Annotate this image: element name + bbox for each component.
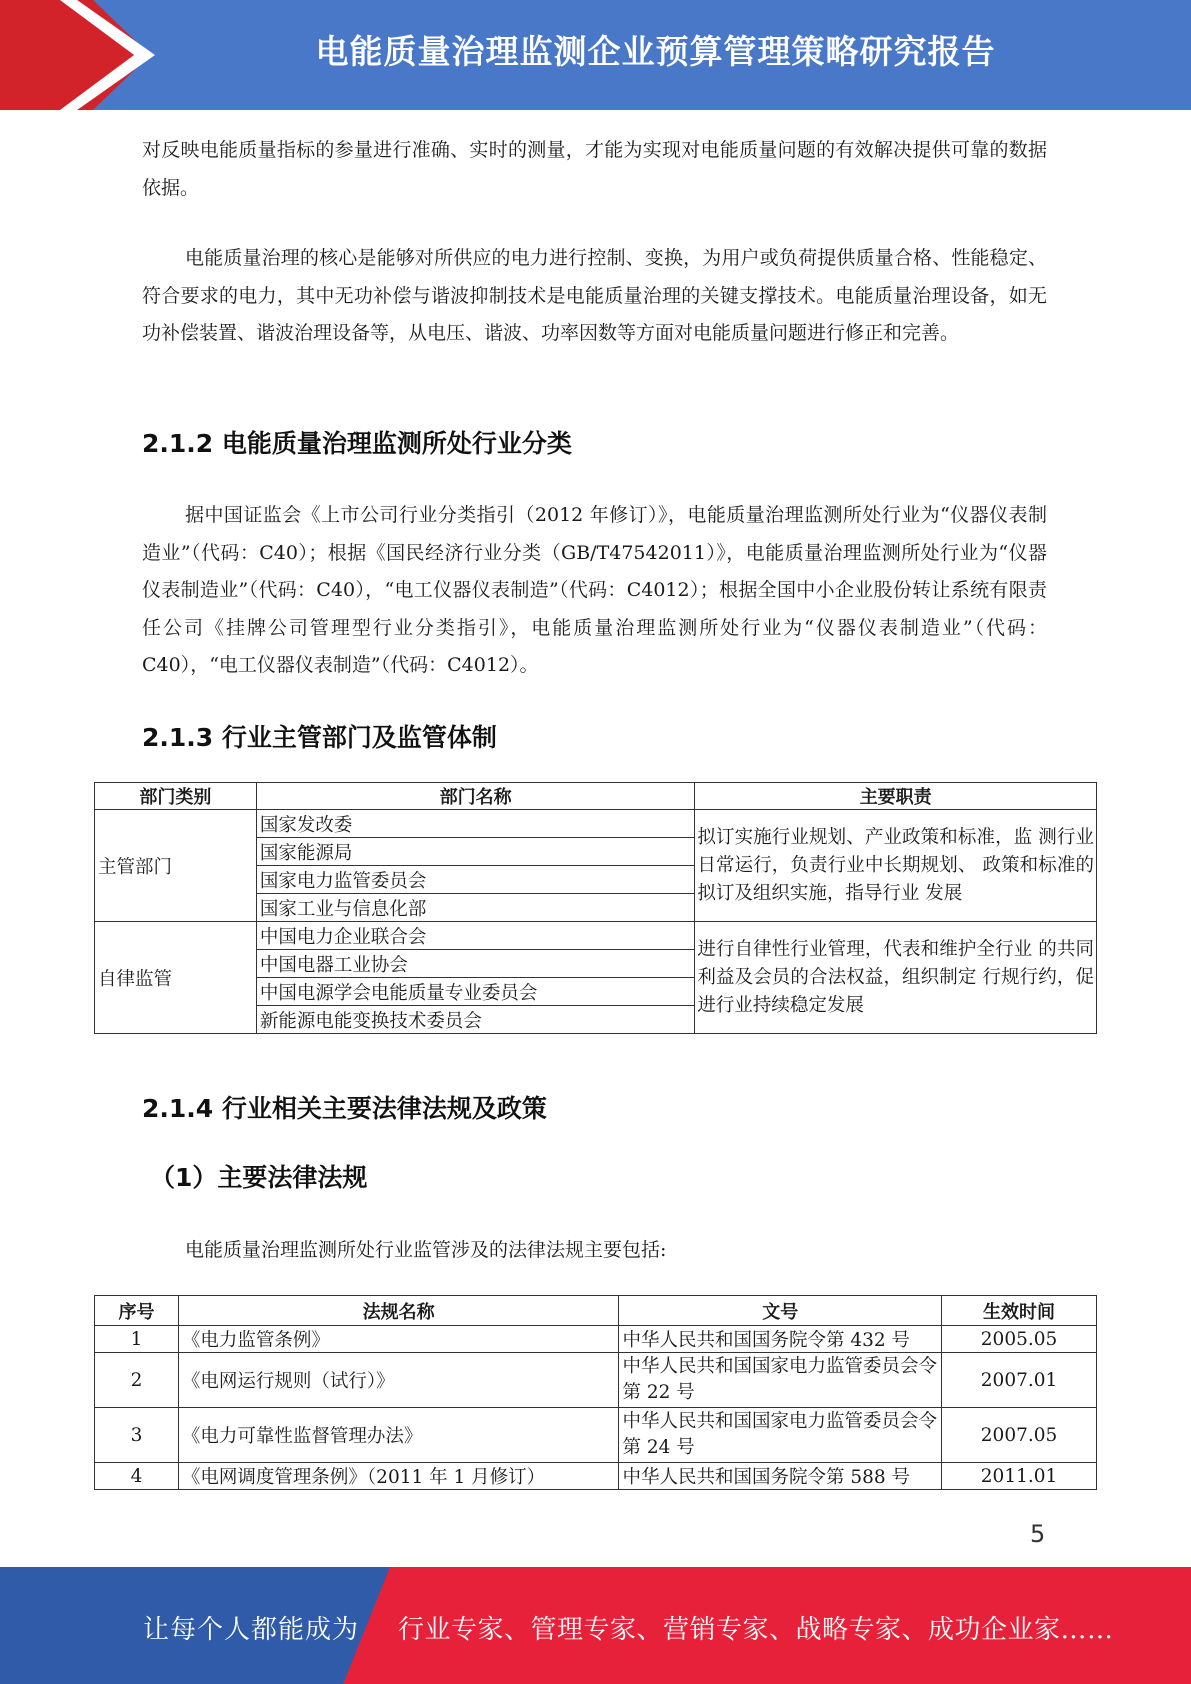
table-header-row: [95, 1296, 1097, 1326]
heading-2-1-3: 2.1.3 行业主管部门及监管体制: [142, 723, 497, 752]
department-name: 国家工业与信息化部: [256, 894, 695, 922]
law-name: 《电力可靠性监督管理办法》: [178, 1408, 619, 1463]
law-effective-date: 2007.01: [942, 1353, 1097, 1408]
law-number: 3: [95, 1408, 179, 1463]
table-header-row: [95, 783, 1097, 810]
department-category: 主管部门: [95, 810, 257, 922]
footer-slogan-left: 让每个人都能成为: [143, 1615, 360, 1645]
law-name: 《电网调度管理条例》（2011 年 1 月修订）: [178, 1463, 619, 1490]
footer-banner: [0, 1567, 1191, 1684]
law-number: 1: [95, 1326, 179, 1353]
table-row: [95, 1408, 1097, 1463]
heading-2-1-4: 2.1.4 行业相关主要法律法规及政策: [142, 1094, 547, 1123]
department-name: 国家电力监管委员会: [256, 866, 695, 894]
law-document-number: 中华人民共和国国务院令第 432 号: [619, 1326, 942, 1353]
table-row: [95, 922, 1097, 950]
laws-table: [94, 1295, 1097, 1490]
law-name: 《电网运行规则（试行）》: [178, 1353, 619, 1408]
law-document-number: 中华人民共和国国家电力监管委员会令第 22 号: [619, 1353, 942, 1408]
column-header: 部门类别: [95, 783, 257, 810]
law-effective-date: 2007.05: [942, 1408, 1097, 1463]
column-header: 主要职责: [695, 783, 1097, 810]
department-table: [94, 782, 1097, 1034]
heading-laws-subsection: （1）主要法律法规: [150, 1163, 368, 1192]
department-name: 中国电源学会电能质量专业委员会: [256, 978, 695, 1006]
law-effective-date: 2005.05: [942, 1326, 1097, 1353]
law-effective-date: 2011.01: [942, 1463, 1097, 1490]
column-header: 序号: [95, 1296, 179, 1326]
table-row: [95, 1353, 1097, 1408]
heading-2-1-2: 2.1.2 电能质量治理监测所处行业分类: [142, 429, 572, 458]
header-red-arrow: [0, 0, 150, 110]
department-name: 中国电力企业联合会: [256, 922, 695, 950]
page-number: 5: [1030, 1520, 1046, 1548]
department-name: 国家能源局: [256, 838, 695, 866]
department-duty: 拟订实施行业规划、产业政策和标准，监 测行业日常运行，负责行业中长期规划、 政策和标准的拟订及组织实施，指导行业 发展: [695, 810, 1097, 922]
paragraph-laws-intro: 电能质量治理监测所处行业监管涉及的法律法规主要包括:: [185, 1239, 667, 1261]
department-category: 自律监管: [95, 922, 257, 1034]
footer-slogan-right: 行业专家、管理专家、营销专家、战略专家、成功企业家……: [398, 1615, 1114, 1645]
paragraph-measurement: 对反映电能质量指标的参量进行准确、实时的测量，才能为实现对电能质量问题的有效解决提供可靠的数据依据。: [142, 139, 1047, 199]
law-number: 2: [95, 1353, 179, 1408]
column-header: 文号: [619, 1296, 942, 1326]
column-header: 生效时间: [942, 1296, 1097, 1326]
department-name: 中国电器工业协会: [256, 950, 695, 978]
column-header: 法规名称: [178, 1296, 619, 1326]
paragraph-core: 电能质量治理的核心是能够对所供应的电力进行控制、变换，为用户或负荷提供质量合格、性能稳定、符合要求的电力，其中无功补偿与谐波抑制技术是电能质量治理的关键支撑技术。电能质量治理设备，如无功补偿装置、谐波治理设备等，从电压、谐波、功率因数等方面对电能质量问题进行修正和完善。: [142, 247, 1047, 344]
table-row: [95, 1463, 1097, 1490]
department-name: 国家发改委: [256, 810, 695, 838]
law-document-number: 中华人民共和国国家电力监管委员会令第 24 号: [619, 1408, 942, 1463]
table-row: [95, 810, 1097, 838]
law-number: 4: [95, 1463, 179, 1490]
law-name: 《电力监管条例》: [178, 1326, 619, 1353]
report-title: 电能质量治理监测企业预算管理策略研究报告: [315, 32, 996, 71]
column-header: 部门名称: [256, 783, 695, 810]
table-row: [95, 1326, 1097, 1353]
law-document-number: 中华人民共和国国务院令第 588 号: [619, 1463, 942, 1490]
header-banner: [0, 0, 1191, 110]
paragraph-classification: 据中国证监会《上市公司行业分类指引（2012 年修订）》，电能质量治理监测所处行业为“仪器仪表制造业”（代码：C40）；根据《国民经济行业分类（GB/T47542011）》，电能质量治理监测所处行业为“仪器仪表制造业”（代码：C40），“电工仪器仪表制造”（代码：C4012）；根据全国中小企业股份转让系统有限责任公司《挂牌公司管理型行业分类指引》，电能质量治理监测所处行业为“仪器仪表制造业”（代码：C40），“电工仪器仪表制造”（代码：C4012）。: [142, 504, 1047, 676]
department-name: 新能源电能变换技术委员会: [256, 1006, 695, 1034]
department-duty: 进行自律性行业管理，代表和维护全行业 的共同利益及会员的合法权益，组织制定 行规行约，促进行业持续稳定发展: [695, 922, 1097, 1034]
